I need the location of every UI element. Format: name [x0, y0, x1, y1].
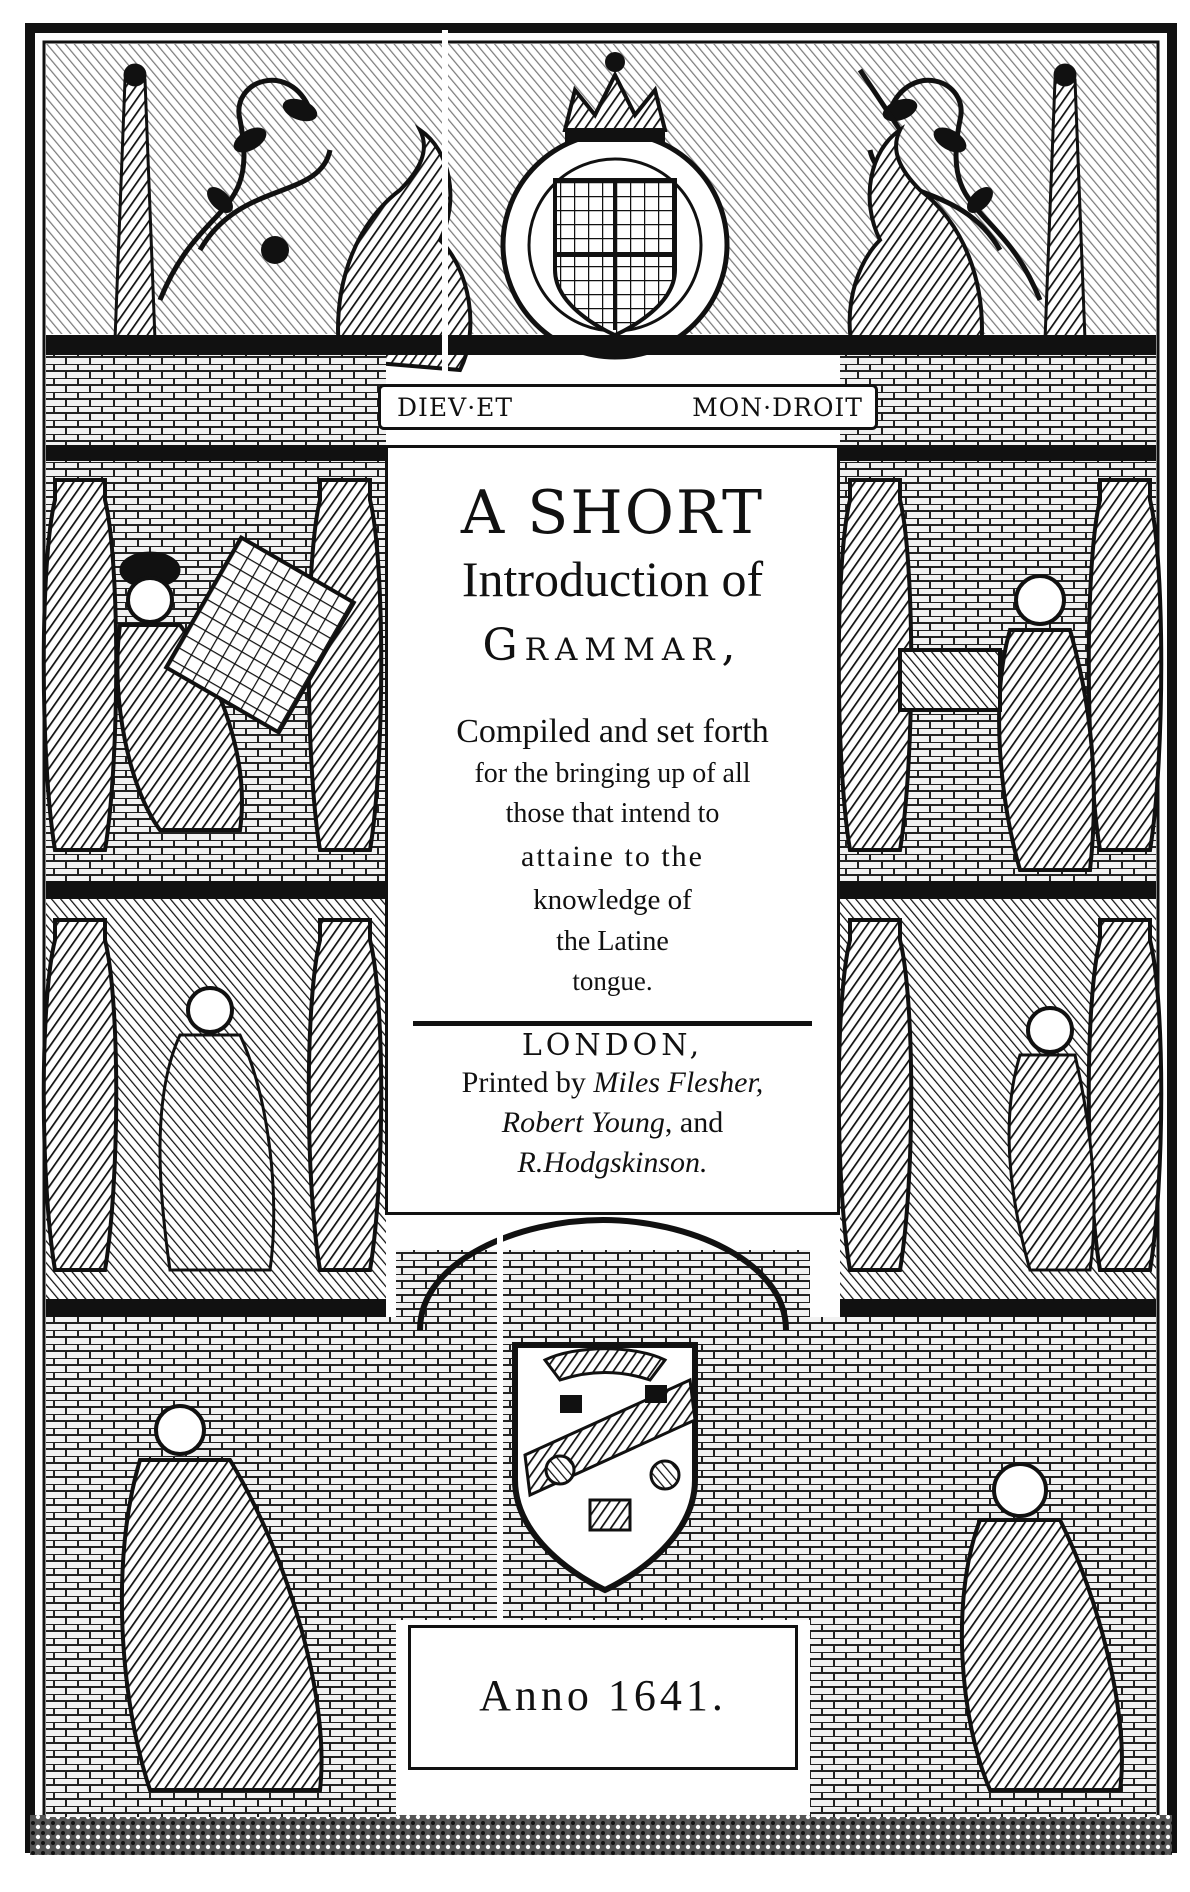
architrave: [46, 335, 1156, 355]
imprint-line-printer-2: [388, 1106, 837, 1140]
title-line-grammar: Grammar,: [482, 620, 743, 671]
imprint-line-printed-by: [388, 1066, 837, 1100]
title-line-latine: the Latine: [556, 926, 669, 957]
imprint-printer-3: R.Hodgskinson.: [517, 1146, 708, 1179]
worn-bottom-edge: [30, 1815, 1172, 1855]
title-line-those-that-intend: those that intend to: [505, 798, 720, 829]
right-ledge: [840, 355, 1156, 445]
imprint-printer-1: Miles Flesher,: [593, 1066, 764, 1099]
title-cartouche: [385, 445, 840, 1215]
date-text: Anno 1641.: [479, 1671, 727, 1720]
title-line-introduction: Introduction of: [461, 551, 764, 607]
title-line-compiled: Compiled and set forth: [456, 713, 769, 750]
motto-left-text: DIEV·ET: [397, 393, 514, 422]
motto-right-text: MON·DROIT: [692, 393, 863, 422]
imprint-line-printer-3: [388, 1146, 837, 1180]
title-line-bringing-up: for the bringing up of all: [474, 758, 751, 789]
imprint-printed-by-label: Printed by: [461, 1066, 594, 1099]
title-line-knowledge: knowledge of: [533, 884, 692, 916]
title-line-tongue: tongue.: [572, 966, 653, 996]
imprint-and: , and: [664, 1106, 724, 1139]
date-cartouche: [408, 1625, 798, 1770]
left-ledge: [46, 355, 386, 445]
imprint-city: LONDON,: [521, 1028, 704, 1063]
motto-banner: [378, 384, 878, 430]
imprint-printer-2: Robert Young: [501, 1106, 665, 1139]
title-line-a-short: A SHORT: [460, 478, 765, 548]
title-divider-rule: [413, 1021, 812, 1026]
lower-arch: [396, 1220, 810, 1620]
title-line-attaine: attaine to the: [521, 840, 704, 873]
